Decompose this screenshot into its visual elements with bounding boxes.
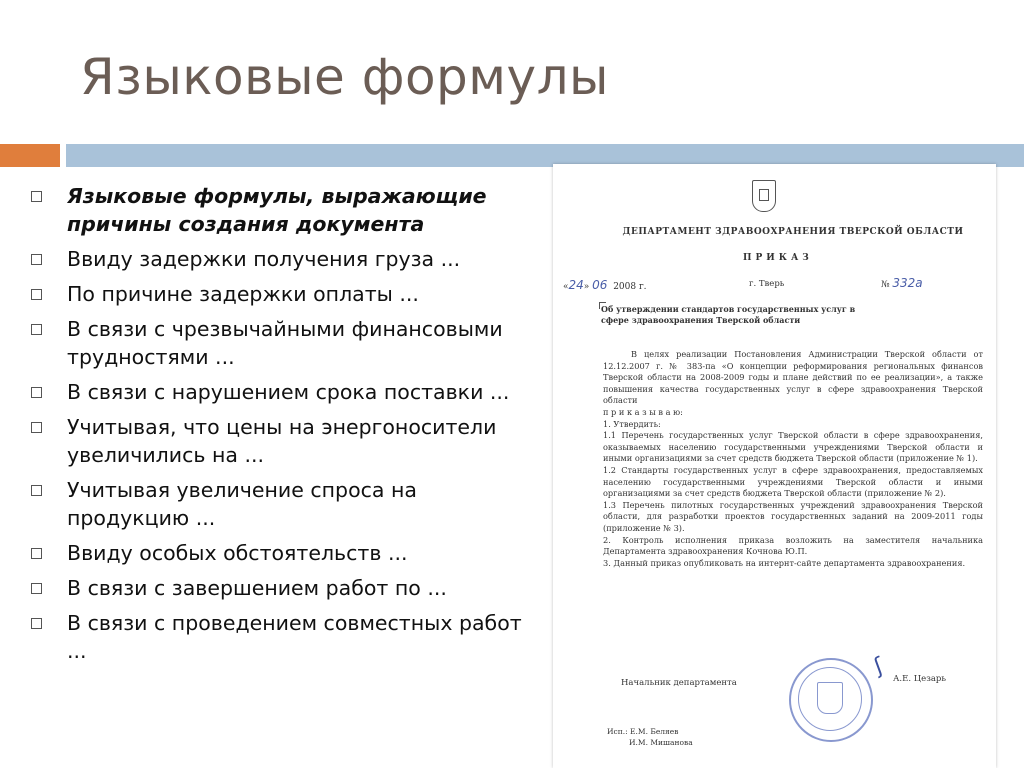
- order-item: 1. Утвердить:: [603, 418, 661, 429]
- document-subject: Об утверждении стандартов государственных услуг в сфере здравоохранения Тверской области: [601, 304, 871, 326]
- signer-position: Начальник департамента: [621, 678, 737, 688]
- scanned-order-document: [553, 164, 996, 768]
- signer-name: А.Е. Цезарь: [893, 674, 946, 684]
- list-item: По причине задержки оплаты ...: [30, 280, 535, 308]
- document-type: ПРИКАЗ: [743, 253, 813, 263]
- list-item: В связи с проведением совместных работ ...: [30, 609, 535, 665]
- number-value: 332а: [892, 276, 923, 290]
- order-word: п р и к а з ы в а ю:: [603, 406, 683, 417]
- document-body: [603, 349, 983, 569]
- bullet-square-icon: [31, 583, 42, 594]
- accent-bar: [0, 144, 60, 167]
- bullet-square-icon: [31, 485, 42, 496]
- slide-title: Языковые формулы: [80, 48, 610, 106]
- coat-of-arms-icon: [752, 180, 776, 212]
- date-day: 24: [568, 278, 584, 292]
- list-item: В связи с нарушением срока поставки ...: [30, 378, 535, 406]
- list-item: Учитывая увеличение спроса на продукцию ...: [30, 476, 535, 532]
- date-month: 06: [592, 278, 608, 292]
- document-number: [881, 276, 923, 290]
- department-heading: ДЕПАРТАМЕНТ ЗДРАВООХРАНЕНИЯ ТВЕРСКОЙ ОБЛАСТИ: [622, 227, 964, 237]
- bullet-square-icon: [31, 548, 42, 559]
- date-year: 2008 г.: [613, 282, 647, 292]
- preamble: В целях реализации Постановления Администрации Тверской области от 12.12.2007 г. № 383-па «О концепции реформирования региональных финансов Тверской области на 2008-2009 годы и плане действий по ее реализации», а также повышения качества государственных услуг в сфере здравоохранения Тверской области: [603, 349, 983, 406]
- executor-line: Исп.: Е.М. Беляев: [607, 727, 679, 736]
- bullet-square-icon: [31, 289, 42, 300]
- executor-line: И.М. Мишанова: [629, 738, 693, 747]
- bullet-square-icon: [31, 387, 42, 398]
- official-stamp: [789, 658, 873, 742]
- list-item: Ввиду особых обстоятельств ...: [30, 539, 535, 567]
- bullet-list: [30, 182, 535, 672]
- list-item: В связи с чрезвычайными финансовыми трудностями ...: [30, 315, 535, 371]
- stamp-emblem-icon: [817, 682, 843, 714]
- order-item: 1.3 Перечень пилотных государственных учреждений здравоохранения Тверской области, для разработки проектов государственных заданий на 2009-2011 годы (приложение № 3).: [603, 499, 983, 533]
- bullet-square-icon: [31, 191, 42, 202]
- bullet-square-icon: [31, 422, 42, 433]
- order-item: 2. Контроль исполнения приказа возложить на заместителя начальника Департамента здравоохранения Кочнова Ю.П.: [603, 534, 983, 557]
- order-item: 1.1 Перечень государственных услуг Тверской области в сфере здравоохранения, оказываемых населению государственными учреждениями Тверской области и иными организациями за счет средств бюджета Тверской области (приложение № 1).: [603, 430, 983, 464]
- list-item: Ввиду задержки получения груза ...: [30, 245, 535, 273]
- handwritten-signature: ʃ: [870, 653, 887, 680]
- order-item: 1.2 Стандарты государственных услуг в сфере здравоохранения, предоставляемых населению государственными учреждениями Тверской области и иными организациями за счет средств бюджета Тверской области (приложение № 2).: [603, 464, 983, 499]
- number-label: №: [881, 280, 890, 290]
- list-item: В связи с завершением работ по ...: [30, 574, 535, 602]
- list-item: Учитывая, что цены на энергоносители увеличились на ...: [30, 413, 535, 469]
- bullet-square-icon: [31, 324, 42, 335]
- document-city: г. Тверь: [749, 279, 785, 289]
- bullet-square-icon: [31, 618, 42, 629]
- list-item: Языковые формулы, выражающие причины создания документа: [30, 182, 535, 238]
- bullet-square-icon: [31, 254, 42, 265]
- order-item: 3. Данный приказ опубликовать на интернт-сайте департамента здравоохранения.: [603, 557, 966, 568]
- document-date: «24» 06 2008 г.: [563, 278, 647, 292]
